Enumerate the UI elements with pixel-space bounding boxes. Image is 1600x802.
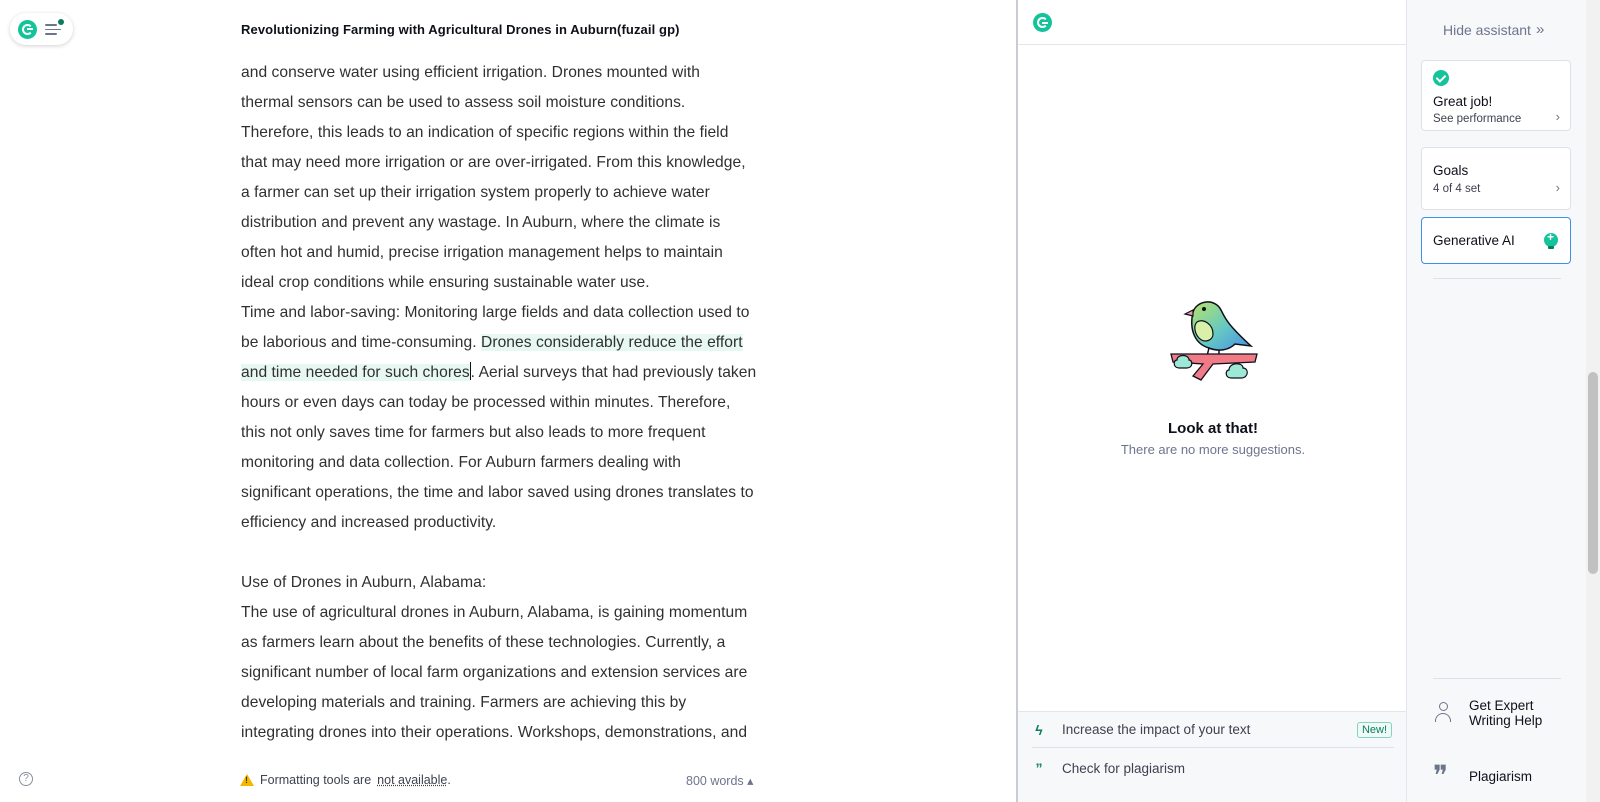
chevron-right-icon: › <box>1555 180 1560 195</box>
text-line[interactable]: Therefore, this leads to an indication of specific regions within the field <box>241 124 729 141</box>
new-badge: New! <box>1357 722 1392 738</box>
assistant-header <box>1018 0 1406 45</box>
empty-state-title: Look at that! <box>1168 420 1258 437</box>
plagiarism-button[interactable] <box>1433 759 1573 792</box>
help-icon[interactable]: ? <box>19 772 33 786</box>
text-line[interactable]: as farmers learn about the benefits of these technologies. Currently, a <box>241 634 726 651</box>
sparkle-bolt-icon: ϟ <box>1035 721 1043 738</box>
text-line[interactable]: efficiency and increased productivity. <box>241 514 497 531</box>
text-line[interactable]: The use of agricultural drones in Auburn, Alabama, is gaining momentum <box>241 604 748 621</box>
generative-ai-card[interactable] <box>1421 217 1571 264</box>
text-line[interactable]: and conserve water using efficient irrigation. Drones mounted with <box>241 64 700 81</box>
goals-subtitle: 4 of 4 set <box>1433 183 1481 195</box>
menu-icon <box>45 22 63 36</box>
generative-ai-title: Generative AI <box>1433 233 1515 248</box>
text-line[interactable]: integrating drones into their operations. Workshops, demonstrations, and <box>241 724 748 741</box>
increase-impact-button[interactable] <box>1032 712 1394 748</box>
increase-impact-label: Increase the impact of your text <box>1062 722 1251 737</box>
grammarly-logo-icon <box>1033 13 1052 32</box>
document-body[interactable] <box>241 58 811 758</box>
text-line[interactable]: distribution and prevent any wastage. In Auburn, where the climate is <box>241 214 721 231</box>
performance-card[interactable] <box>1421 60 1571 131</box>
hide-assistant-label: Hide assistant <box>1443 21 1531 38</box>
text-line[interactable]: often hot and humid, precise irrigation management helps to maintain <box>241 244 723 261</box>
text-line[interactable]: monitoring and data collection. For Auburn farmers dealing with <box>241 454 682 471</box>
page-scrollbar[interactable] <box>1586 0 1600 802</box>
chevron-right-icon: › <box>1555 109 1560 124</box>
text-line[interactable] <box>241 328 811 358</box>
check-circle-icon <box>1433 70 1449 86</box>
text-line[interactable]: a farmer can set up their irrigation system properly to achieve water <box>241 184 710 201</box>
text-line[interactable]: ideal crop conditions while ensuring sustainable water use. <box>241 274 650 291</box>
expert-label-line-2: Writing Help <box>1469 713 1543 728</box>
grammarly-menu-button[interactable] <box>10 13 73 45</box>
text-line[interactable]: this not only saves time for farmers but also leads to more frequent <box>241 424 706 441</box>
empty-state <box>1018 290 1408 457</box>
performance-title: Great job! <box>1433 94 1493 109</box>
expert-label-line-1: Get Expert <box>1469 698 1534 713</box>
expert-person-icon <box>1433 701 1457 725</box>
divider <box>1433 278 1561 279</box>
goals-card[interactable] <box>1421 147 1571 210</box>
formatting-notice-link[interactable]: not available <box>377 773 448 787</box>
text-line[interactable]: Time and labor-saving: Monitoring large fields and data collection used to <box>241 304 750 321</box>
highlighted-text[interactable]: and time needed for such chores <box>241 364 470 381</box>
text-line[interactable]: developing materials and training. Farmers are achieving this by <box>241 694 687 711</box>
formatting-notice <box>240 773 451 787</box>
text-segment: be laborious and time-consuming. <box>241 334 482 351</box>
grammarly-logo-icon <box>18 20 37 39</box>
document-title[interactable]: Revolutionizing Farming with Agricultural Drones in Auburn(fuzail gp) <box>241 22 680 37</box>
blank-line <box>241 538 811 568</box>
quote-marks-icon: ❞ <box>1433 759 1449 792</box>
goals-title: Goals <box>1433 163 1469 178</box>
performance-subtitle: See performance <box>1433 113 1522 125</box>
word-count-button[interactable]: 800 words ▴ <box>686 774 754 788</box>
assistant-panel <box>1016 0 1406 802</box>
text-line[interactable]: hours or even days can today be processed within minutes. Therefore, <box>241 394 731 411</box>
double-chevron-right-icon: » <box>1535 21 1542 38</box>
scrollbar-thumb[interactable] <box>1588 372 1598 574</box>
formatting-notice-text: Formatting tools are <box>260 773 372 787</box>
bird-illustration-icon <box>1163 290 1263 390</box>
warning-icon <box>240 774 254 786</box>
right-sidebar <box>1406 0 1586 802</box>
assistant-footer <box>1018 711 1406 802</box>
check-plagiarism-label: Check for plagiarism <box>1062 760 1186 776</box>
section-heading[interactable]: Use of Drones in Auburn, Alabama: <box>241 574 487 591</box>
text-line[interactable] <box>241 358 811 388</box>
highlighted-text[interactable]: Drones considerably reduce the effort <box>481 334 743 351</box>
text-line[interactable]: significant number of local farm organizations and extension services are <box>241 664 748 681</box>
expert-writing-help-button[interactable] <box>1433 698 1573 728</box>
empty-state-subtitle: There are no more suggestions. <box>1120 442 1306 457</box>
text-line[interactable]: significant operations, the time and labor saved using drones translates to <box>241 484 754 501</box>
expert-writing-help-label <box>1469 698 1542 728</box>
plagiarism-label: Plagiarism <box>1469 768 1533 784</box>
text-segment: . Aerial surveys that had previously taken <box>470 364 757 381</box>
quote-icon: ” <box>1035 760 1043 776</box>
divider <box>1433 678 1561 679</box>
hide-assistant-button[interactable] <box>1443 21 1541 38</box>
text-line[interactable]: thermal sensors can be used to assess soil moisture conditions. <box>241 94 686 111</box>
check-plagiarism-button[interactable] <box>1032 750 1394 786</box>
lightbulb-icon <box>1544 233 1558 247</box>
formatting-notice-period: . <box>447 773 451 787</box>
text-line[interactable]: that may need more irrigation or are over-irrigated. From this knowledge, <box>241 154 746 171</box>
